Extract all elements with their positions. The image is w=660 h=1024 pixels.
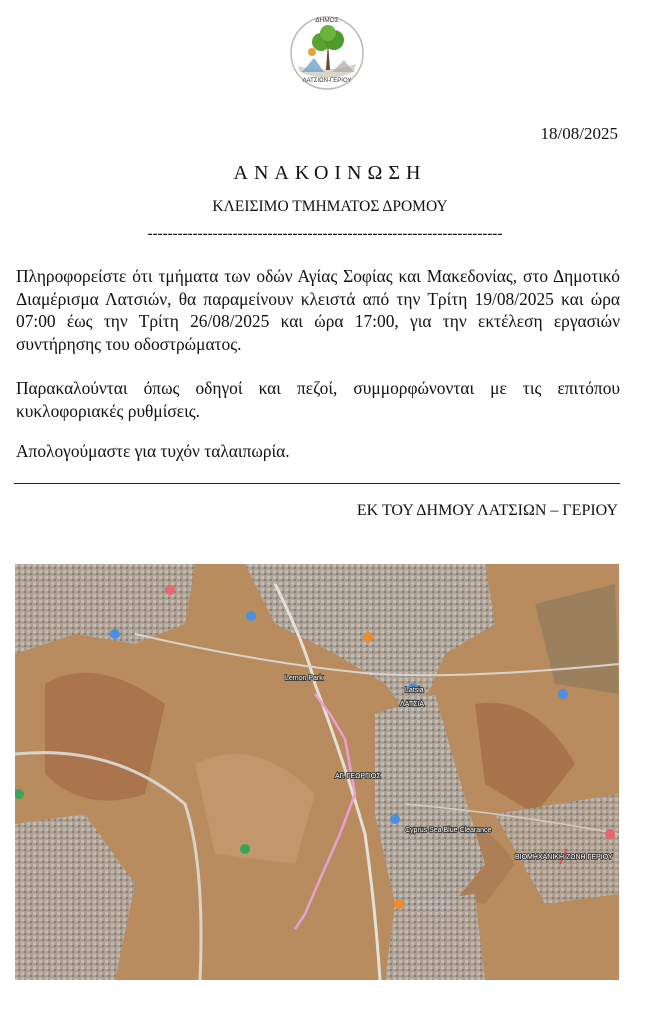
satellite-map-icon	[15, 564, 619, 980]
dashed-divider: -----------------------------------------------------------------------	[147, 226, 503, 242]
paragraph-closure-details: Πληροφορείστε ότι τμήματα των οδών Αγίας Σοφίας και Μακεδονίας, στο Δημοτικό Διαμέρισμα Λατσιών, θα παραμείνουν κλειστά από την Τρίτη 19/08/2025 και ώρα 07:00 έως την Τρίτη 26/08/2025 και ώρα 17:00, για την εκτέλεση εργασιών συντήρησης του οδοστρώματος.	[16, 266, 620, 354]
paragraph-compliance-request: Παρακαλούνται όπως οδηγοί και πεζοί, συμμορφώνονται με τις επιτόπου κυκλοφοριακές ρυθμίσεις.	[16, 378, 620, 421]
announcement-subtitle: ΚΛΕΙΣΙΜΟ ΤΜΗΜΑΤΟΣ ΔΡΟΜΟΥ	[212, 198, 448, 215]
announcement-date: 18/08/2025	[540, 124, 618, 143]
map-label-lemon-park: Lemon Park	[285, 675, 323, 682]
logo-text-top: ΔΗΜΟΣ	[315, 17, 339, 24]
map-label-industrial-zone: ΒΙΟΜΗΧΑΝΙΚΗ ΖΩΝΗ ΓΕΡΙΟΥ	[515, 854, 613, 861]
signature-line: ΕΚ ΤΟΥ ΔΗΜΟΥ ΛΑΤΣΙΩΝ – ΓΕΡΙΟΥ	[356, 502, 618, 519]
satellite-map	[15, 564, 619, 980]
paragraph-apology: Απολογούμαστε για τυχόν ταλαιπωρία.	[16, 441, 290, 461]
map-label-latsia: Latsia	[405, 687, 424, 694]
map-label-latsia-greek: ΛΑΤΣΙΑ	[400, 701, 425, 708]
municipality-logo	[288, 14, 366, 92]
announcement-title: ΑΝΑΚΟΙΝΩΣΗ	[233, 162, 427, 184]
logo-text-bottom: ΛΑΤΣΙΩΝ-ΓΕΡΙΟΥ	[302, 78, 352, 84]
map-label-clearance: Cyprus Sea Blue Clearance	[405, 827, 492, 834]
horizontal-rule	[14, 483, 620, 484]
map-label-ag-georgios: ΑΓ. ΓΕΩΡΓΙΟΣ	[335, 773, 381, 780]
